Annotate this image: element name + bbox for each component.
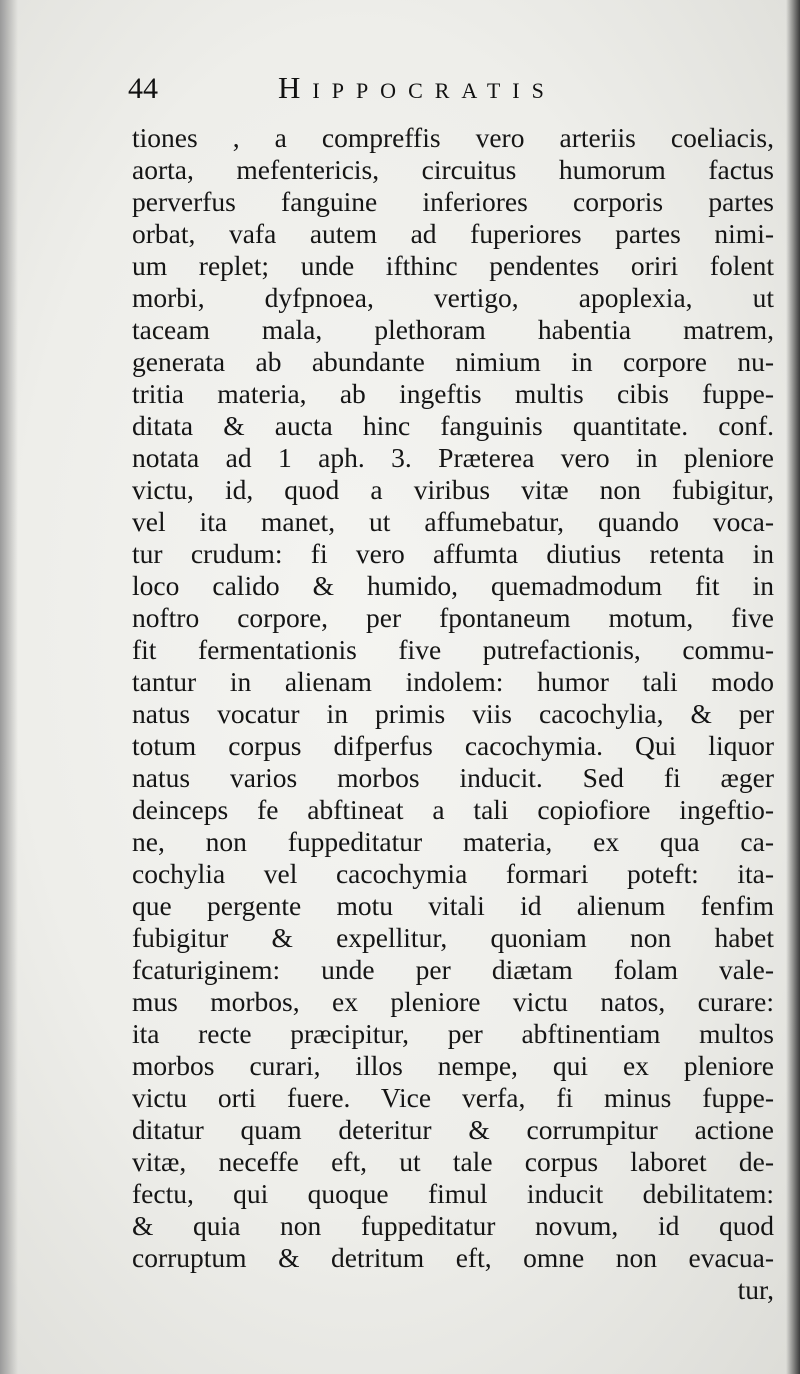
text-line: tur crudum: fi vero affumta diutius retenta in [132,538,774,569]
text-line: ita recte præcipitur, per abftinentiam multos [132,1018,774,1049]
text-line: ditatur quam deteritur & corrumpitur actione [132,1114,774,1145]
text-line: taceam mala, plethoram habentia matrem, [132,314,774,345]
text-line: ne, non fuppeditatur materia, ex qua ca- [132,826,774,857]
text-line: que pergente motu vitali id alienum fenfim [132,890,774,921]
text-line: fcaturiginem: unde per diætam folam vale- [132,954,774,985]
text-line: um replet; unde ifthinc pendentes oriri folent [132,250,774,281]
text-line: vel ita manet, ut affumebatur, quando voca- [132,506,774,537]
text-line: aorta, mefentericis, circuitus humorum factus [132,154,774,185]
running-title: Hippocratis [278,70,556,105]
page-number: 44 [128,72,158,105]
text-line: notata ad 1 aph. 3. Præterea vero in pleniore [132,442,774,473]
body-text [132,122,774,1306]
text-line: vitæ, neceffe eft, ut tale corpus laboret de- [132,1146,774,1177]
text-line: tritia materia, ab ingeftis multis cibis fuppe- [132,378,774,409]
text-line: noftro corpore, per fpontaneum motum, five [132,602,774,633]
text-line: natus varios morbos inducit. Sed fi æger [132,762,774,793]
text-line: corruptum & detritum eft, omne non evacua- [132,1242,774,1273]
text-line: victu orti fuere. Vice verfa, fi minus fuppe- [132,1082,774,1113]
text-line: tiones , a compreffis vero arteriis coeliacis, [132,122,774,153]
text-line: victu, id, quod a viribus vitæ non fubigitur, [132,474,774,505]
text-line: deinceps fe abftineat a tali copiofiore ingeftio- [132,794,774,825]
text-line: ditata & aucta hinc fanguinis quantitate. conf. [132,410,774,441]
text-line: fubigitur & expellitur, quoniam non habet [132,922,774,953]
text-line: mus morbos, ex pleniore victu natos, curare: [132,986,774,1017]
text-line: tantur in alienam indolem: humor tali modo [132,666,774,697]
text-line: perverfus fanguine inferiores corporis partes [132,186,774,217]
text-line: orbat, vafa autem ad fuperiores partes nimi- [132,218,774,249]
page-header [128,66,768,110]
text-line: & quia non fuppeditatur novum, id quod [132,1210,774,1241]
text-line: morbos curari, illos nempe, qui ex pleniore [132,1050,774,1081]
text-line: cochylia vel cacochymia formari poteft: ita- [132,858,774,889]
text-line: generata ab abundante nimium in corpore nu- [132,346,774,377]
page-right-shadow [786,0,800,1374]
text-line: natus vocatur in primis viis cacochylia, & per [132,698,774,729]
text-line: fit fermentationis five putrefactionis, commu- [132,634,774,665]
text-line: fectu, qui quoque fimul inducit debilitatem: [132,1178,774,1209]
page-left-shadow [0,0,18,1374]
text-line: loco calido & humido, quemadmodum fit in [132,570,774,601]
text-line: morbi, dyfpnoea, vertigo, apoplexia, ut [132,282,774,313]
text-line: totum corpus difperfus cacochymia. Qui liquor [132,730,774,761]
catchword: tur, [737,1274,774,1305]
